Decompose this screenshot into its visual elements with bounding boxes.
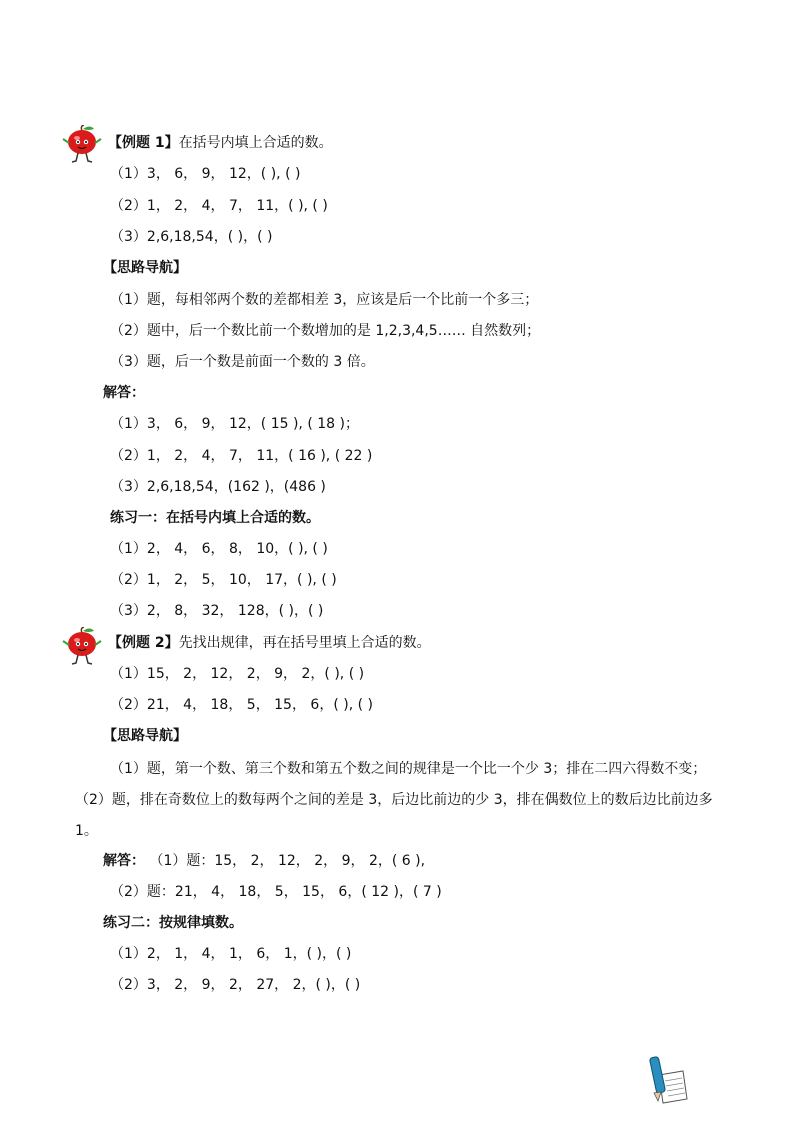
- example1-question-3: （3）2,6,18,54，( )，( ): [110, 229, 273, 245]
- example2-guide-paragraph: （1）题，第一个数、第三个数和第五个数之间的规律是一个比一个少 3；排在二四六得数不变；（2）题，排在奇数位上的数每两个之间的差是 3，后边比前边的少 3，排在偶数位上的数后边比前边多 1。: [75, 761, 713, 839]
- example2-answer-2: （2）题：21， 4， 18， 5， 15， 6，( 12 )，( 7 ): [110, 884, 442, 900]
- practice1-question-1: （1）2， 4， 6， 8， 10，( ), ( ): [110, 541, 328, 557]
- example2-answer-1: （1）题：15， 2， 12， 2， 9， 2，( 6 ),: [149, 853, 426, 869]
- example1-guide-title: 【思路导航】: [103, 260, 187, 276]
- example1-guide-3: （3）题，后一个数是前面一个数的 3 倍。: [110, 354, 375, 370]
- example1-heading: 【例题 1】: [108, 135, 179, 151]
- example1-question-1: （1）3， 6， 9， 12，( ), ( ): [110, 166, 301, 182]
- example2-guide-title: 【思路导航】: [103, 728, 187, 744]
- example2-heading: 【例题 2】: [108, 635, 179, 651]
- example1-guide-1: （1）题，每相邻两个数的差都相差 3，应该是后一个比前一个多三；: [110, 292, 539, 308]
- practice2-title: 练习二：按规律填数。: [103, 915, 243, 931]
- practice2-question-2: （2）3， 2， 9， 2， 27， 2，( )，( ): [110, 977, 361, 993]
- example1-answer-1: （1）3， 6， 9， 12，( 15 ), ( 18 )；: [110, 416, 359, 432]
- practice1-title: 练习一：在括号内填上合适的数。: [110, 510, 320, 526]
- example1-prompt: 在括号内填上合适的数。: [178, 135, 333, 151]
- example1-answer-title: 解答：: [103, 385, 145, 401]
- practice1-question-2: （2）1， 2， 5， 10， 17，( ), ( ): [110, 572, 337, 588]
- practice2-question-1: （1）2， 1， 4， 1， 6， 1，( )，( ): [110, 946, 352, 962]
- apple-mascot-icon: [60, 627, 104, 667]
- pen-paper-icon: [645, 1055, 689, 1105]
- example2-answer-label: 解答：: [103, 853, 145, 869]
- practice1-question-3: （3）2， 8， 32， 128，( )，( ): [110, 603, 324, 619]
- example1-guide-2: （2）题中，后一个数比前一个数增加的是 1,2,3,4,5…… 自然数列；: [110, 323, 541, 339]
- example2-prompt: 先找出规律，再在括号里填上合适的数。: [178, 635, 431, 651]
- example1-question-2: （2）1， 2， 4， 7， 11，( ), ( ): [110, 198, 328, 214]
- example1-answer-3: （3）2,6,18,54，(162 )，(486 ): [110, 479, 326, 495]
- example2-question-2: （2）21， 4， 18， 5， 15， 6，( ), ( ): [110, 697, 373, 713]
- apple-mascot-icon: [60, 125, 104, 165]
- example1-answer-2: （2）1， 2， 4， 7， 11，( 16 ), ( 22 ): [110, 448, 373, 464]
- example2-question-1: （1）15， 2， 12， 2， 9， 2，( ), ( ): [110, 666, 365, 682]
